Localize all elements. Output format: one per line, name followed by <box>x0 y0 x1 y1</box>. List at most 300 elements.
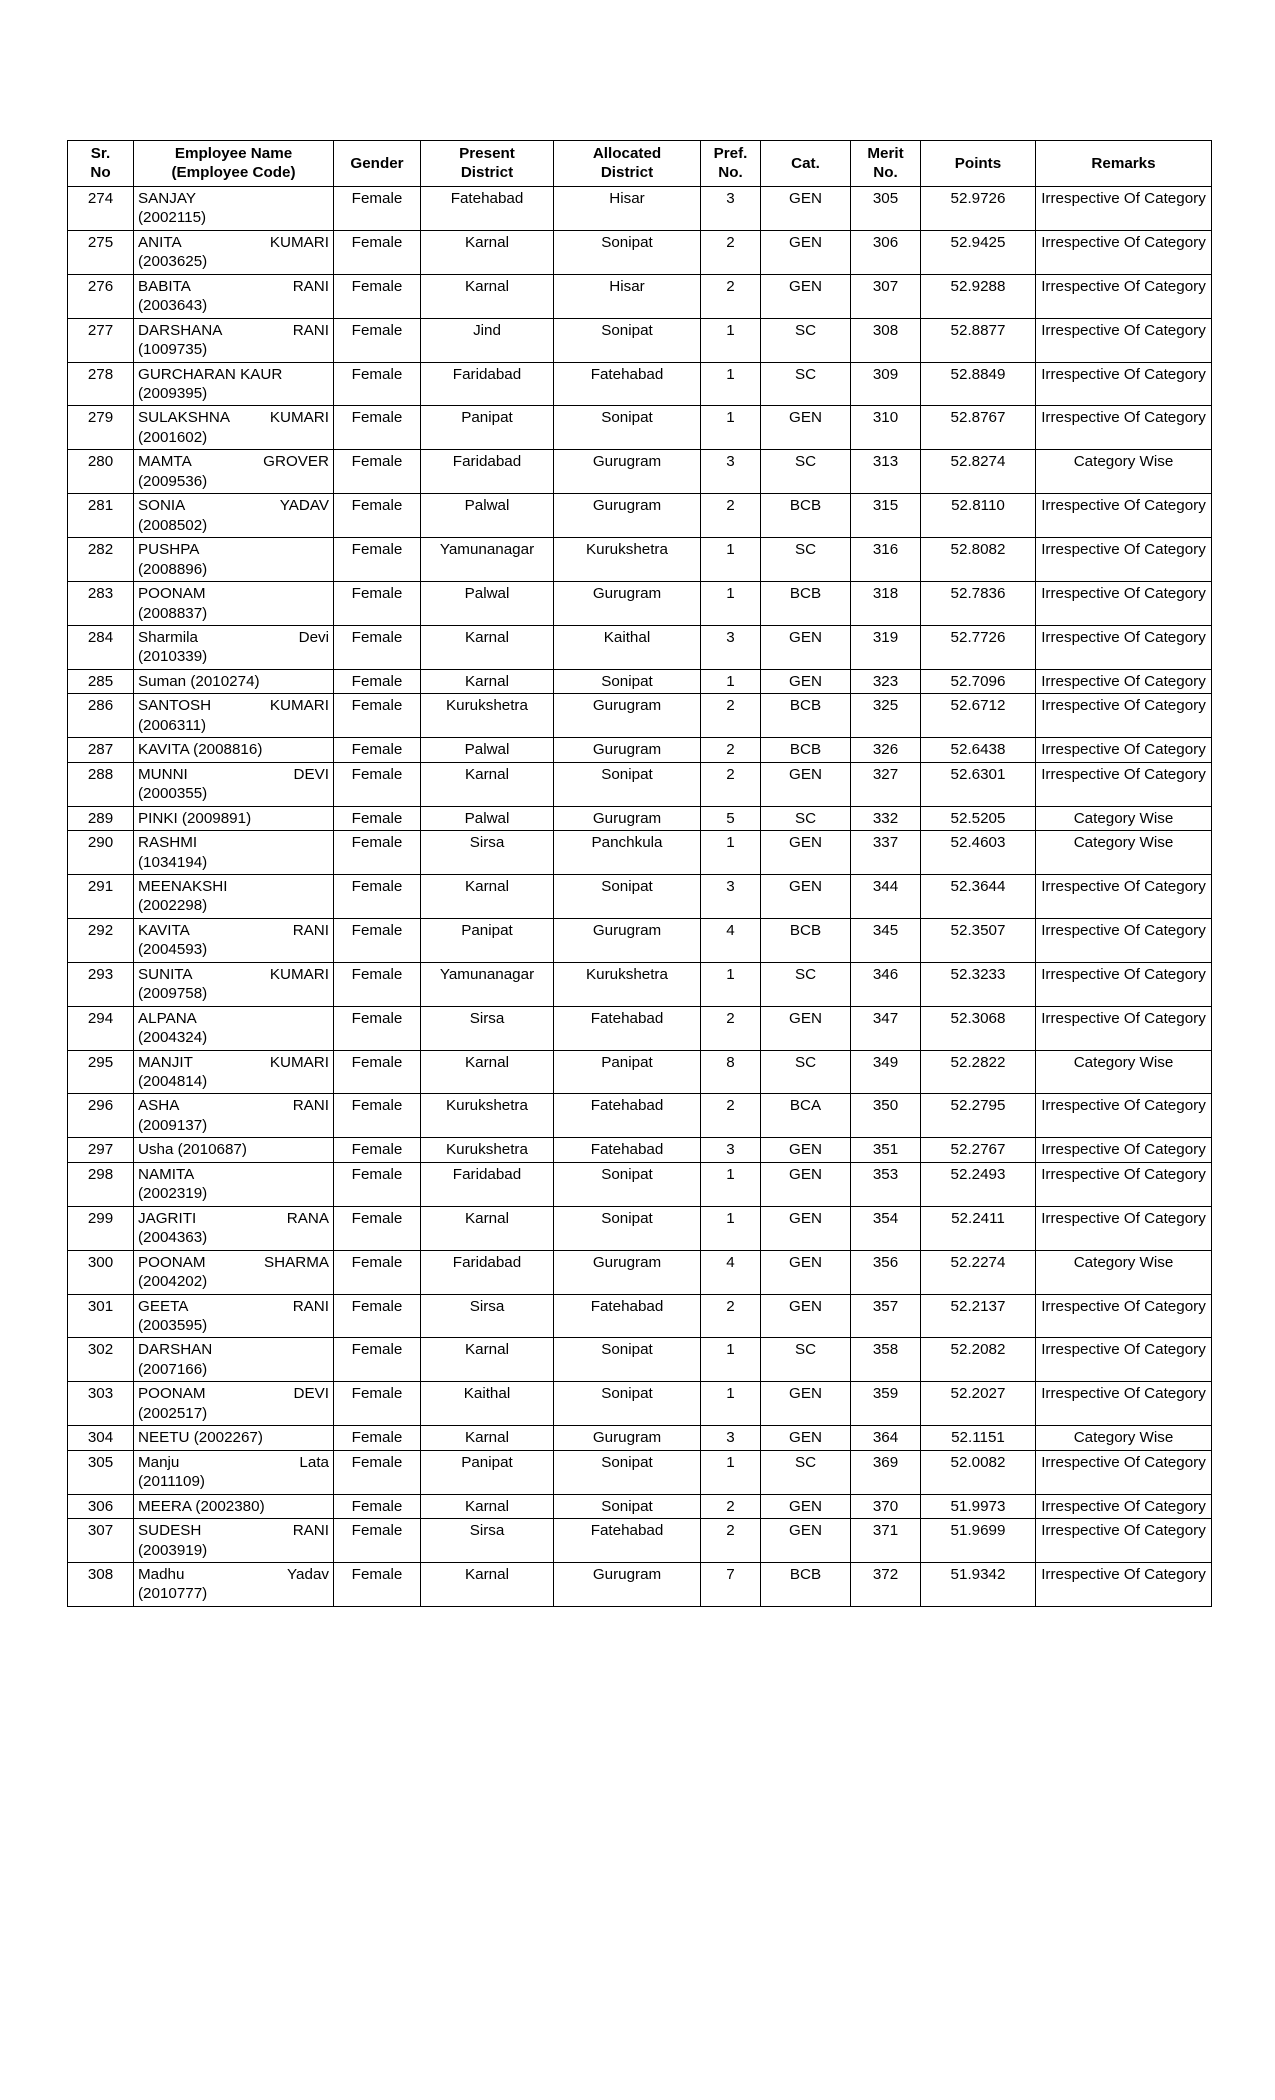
cell-gender: Female <box>334 669 421 693</box>
cell-allocated-district: Sonipat <box>554 1162 701 1206</box>
cell-points: 52.2411 <box>921 1206 1036 1250</box>
cell-category: GEN <box>761 1006 851 1050</box>
cell-allocated-district: Gurugram <box>554 1250 701 1294</box>
employee-name-text: SANTOSH KUMARI <box>138 697 329 715</box>
employee-name-text: MEERA (2002380) <box>138 1497 265 1515</box>
employee-code-text: (2001602) <box>138 428 208 446</box>
cell-allocated-district: Sonipat <box>554 406 701 450</box>
employee-code-text: (2002298) <box>138 897 208 915</box>
column-header-employee-name-line2: (Employee Code) <box>171 164 296 182</box>
cell-sr-no: 275 <box>68 230 134 274</box>
cell-present-district: Kurukshetra <box>421 694 554 738</box>
cell-sr-no: 293 <box>68 962 134 1006</box>
cell-remarks: Irrespective Of Category <box>1036 1294 1212 1338</box>
table-row <box>68 1162 1212 1206</box>
table-row <box>68 625 1212 669</box>
cell-gender: Female <box>334 806 421 830</box>
cell-pref-no: 2 <box>701 762 761 806</box>
table-row <box>68 831 1212 875</box>
cell-present-district: Kurukshetra <box>421 1138 554 1162</box>
cell-gender: Female <box>334 1138 421 1162</box>
cell-employee-name <box>134 1162 334 1206</box>
cell-allocated-district: Kurukshetra <box>554 538 701 582</box>
employee-name-text: SUNITA KUMARI <box>138 965 329 983</box>
cell-points: 52.3644 <box>921 874 1036 918</box>
cell-present-district: Kurukshetra <box>421 1094 554 1138</box>
table-header <box>68 141 1212 187</box>
column-header-allocated-district-line1: Allocated <box>592 145 662 162</box>
cell-remarks: Irrespective Of Category <box>1036 1338 1212 1382</box>
cell-merit-no: 351 <box>851 1138 921 1162</box>
cell-gender: Female <box>334 230 421 274</box>
cell-remarks: Category Wise <box>1036 1426 1212 1450</box>
column-header-gender <box>334 141 421 187</box>
cell-category: GEN <box>761 1138 851 1162</box>
cell-category: GEN <box>761 762 851 806</box>
table-row <box>68 1338 1212 1382</box>
cell-merit-no: 347 <box>851 1006 921 1050</box>
column-header-present-district-line2: District <box>460 164 514 182</box>
table-row <box>68 1563 1212 1607</box>
cell-category: GEN <box>761 1162 851 1206</box>
cell-pref-no: 3 <box>701 874 761 918</box>
cell-employee-name <box>134 538 334 582</box>
cell-category: GEN <box>761 406 851 450</box>
cell-allocated-district: Gurugram <box>554 738 701 762</box>
cell-allocated-district: Gurugram <box>554 450 701 494</box>
cell-employee-name <box>134 582 334 626</box>
cell-employee-name <box>134 1382 334 1426</box>
cell-present-district: Yamunanagar <box>421 962 554 1006</box>
cell-present-district: Faridabad <box>421 1162 554 1206</box>
cell-pref-no: 2 <box>701 738 761 762</box>
employee-code-text: (2010339) <box>138 648 208 666</box>
cell-employee-name <box>134 318 334 362</box>
employee-name-text: Usha (2010687) <box>138 1141 247 1159</box>
cell-points: 52.9288 <box>921 274 1036 318</box>
cell-points: 52.2822 <box>921 1050 1036 1094</box>
cell-sr-no: 297 <box>68 1138 134 1162</box>
cell-category: GEN <box>761 186 851 230</box>
column-header-points <box>921 141 1036 187</box>
employee-code-text: (2002319) <box>138 1185 208 1203</box>
cell-sr-no: 300 <box>68 1250 134 1294</box>
cell-gender: Female <box>334 1382 421 1426</box>
cell-merit-no: 353 <box>851 1162 921 1206</box>
cell-category: GEN <box>761 1294 851 1338</box>
cell-allocated-district: Fatehabad <box>554 1294 701 1338</box>
cell-present-district: Sirsa <box>421 1294 554 1338</box>
cell-gender: Female <box>334 1450 421 1494</box>
cell-remarks: Irrespective Of Category <box>1036 1162 1212 1206</box>
cell-gender: Female <box>334 1338 421 1382</box>
cell-allocated-district: Fatehabad <box>554 1519 701 1563</box>
column-header-sr-no-line2: No <box>90 164 111 182</box>
employee-name-text: DARSHAN <box>138 1341 213 1359</box>
cell-employee-name <box>134 1450 334 1494</box>
cell-gender: Female <box>334 406 421 450</box>
employee-name-text: ASHA RANI <box>138 1097 329 1115</box>
cell-category: GEN <box>761 230 851 274</box>
column-header-present-district-line1: Present <box>459 145 515 162</box>
cell-remarks: Irrespective Of Category <box>1036 1206 1212 1250</box>
cell-category: BCB <box>761 494 851 538</box>
cell-merit-no: 318 <box>851 582 921 626</box>
cell-allocated-district: Gurugram <box>554 918 701 962</box>
cell-pref-no: 1 <box>701 1338 761 1382</box>
employee-name-text: POONAM DEVI <box>138 1385 329 1403</box>
employee-code-text: (2004593) <box>138 941 208 959</box>
employee-code-text: (2009536) <box>138 472 208 490</box>
cell-sr-no: 281 <box>68 494 134 538</box>
cell-present-district: Karnal <box>421 230 554 274</box>
cell-allocated-district: Gurugram <box>554 494 701 538</box>
cell-pref-no: 2 <box>701 694 761 738</box>
cell-pref-no: 1 <box>701 669 761 693</box>
cell-present-district: Karnal <box>421 669 554 693</box>
cell-remarks: Irrespective Of Category <box>1036 538 1212 582</box>
cell-allocated-district: Sonipat <box>554 874 701 918</box>
cell-remarks: Irrespective Of Category <box>1036 494 1212 538</box>
cell-present-district: Karnal <box>421 625 554 669</box>
employee-name-text: MANJIT KUMARI <box>138 1053 329 1071</box>
cell-gender: Female <box>334 1050 421 1094</box>
cell-pref-no: 2 <box>701 1519 761 1563</box>
cell-employee-name <box>134 962 334 1006</box>
cell-category: SC <box>761 1450 851 1494</box>
cell-gender: Female <box>334 274 421 318</box>
cell-points: 52.7726 <box>921 625 1036 669</box>
cell-allocated-district: Sonipat <box>554 1450 701 1494</box>
column-header-allocated-district-line2: District <box>600 164 654 182</box>
cell-remarks: Irrespective Of Category <box>1036 874 1212 918</box>
cell-category: BCB <box>761 918 851 962</box>
employee-name-text: NAMITA <box>138 1165 195 1183</box>
cell-merit-no: 349 <box>851 1050 921 1094</box>
cell-remarks: Irrespective Of Category <box>1036 274 1212 318</box>
cell-pref-no: 1 <box>701 831 761 875</box>
cell-gender: Female <box>334 738 421 762</box>
cell-allocated-district: Panchkula <box>554 831 701 875</box>
cell-allocated-district: Gurugram <box>554 1426 701 1450</box>
column-header-cat-line1: Cat. <box>791 154 820 172</box>
employee-name-text: NEETU (2002267) <box>138 1429 263 1447</box>
cell-merit-no: 364 <box>851 1426 921 1450</box>
cell-points: 52.3507 <box>921 918 1036 962</box>
cell-pref-no: 2 <box>701 274 761 318</box>
cell-category: GEN <box>761 874 851 918</box>
cell-category: BCB <box>761 1563 851 1607</box>
table-row <box>68 806 1212 830</box>
cell-sr-no: 288 <box>68 762 134 806</box>
cell-gender: Female <box>334 1206 421 1250</box>
cell-pref-no: 1 <box>701 962 761 1006</box>
employee-name-text: PUSHPA <box>138 541 200 559</box>
cell-present-district: Yamunanagar <box>421 538 554 582</box>
column-header-gender-line1: Gender <box>350 154 404 172</box>
cell-remarks: Irrespective Of Category <box>1036 625 1212 669</box>
column-header-points-line1: Points <box>954 154 1002 172</box>
cell-gender: Female <box>334 962 421 1006</box>
cell-pref-no: 1 <box>701 1382 761 1426</box>
employee-name-text: ANITA KUMARI <box>138 233 329 251</box>
employee-code-text: (2004202) <box>138 1273 208 1291</box>
cell-merit-no: 346 <box>851 962 921 1006</box>
cell-remarks: Irrespective Of Category <box>1036 1563 1212 1607</box>
employee-name-text: GEETA RANI <box>138 1297 329 1315</box>
cell-remarks: Irrespective Of Category <box>1036 962 1212 1006</box>
table-row <box>68 494 1212 538</box>
cell-present-district: Karnal <box>421 1050 554 1094</box>
employee-code-text: (2008896) <box>138 560 208 578</box>
cell-employee-name <box>134 1250 334 1294</box>
cell-remarks: Irrespective Of Category <box>1036 318 1212 362</box>
cell-gender: Female <box>334 1294 421 1338</box>
cell-remarks: Category Wise <box>1036 831 1212 875</box>
cell-gender: Female <box>334 625 421 669</box>
table-row <box>68 874 1212 918</box>
cell-pref-no: 1 <box>701 538 761 582</box>
cell-pref-no: 2 <box>701 1094 761 1138</box>
employee-code-text: (1034194) <box>138 853 208 871</box>
cell-employee-name <box>134 274 334 318</box>
cell-sr-no: 274 <box>68 186 134 230</box>
cell-category: GEN <box>761 274 851 318</box>
cell-sr-no: 294 <box>68 1006 134 1050</box>
cell-sr-no: 306 <box>68 1494 134 1518</box>
cell-present-district: Karnal <box>421 1494 554 1518</box>
cell-gender: Female <box>334 186 421 230</box>
cell-employee-name <box>134 1294 334 1338</box>
cell-gender: Female <box>334 1006 421 1050</box>
table-row <box>68 762 1212 806</box>
cell-gender: Female <box>334 694 421 738</box>
employee-code-text: (2004324) <box>138 1029 208 1047</box>
cell-category: GEN <box>761 669 851 693</box>
cell-employee-name <box>134 230 334 274</box>
cell-employee-name <box>134 1494 334 1518</box>
cell-category: GEN <box>761 1519 851 1563</box>
cell-allocated-district: Fatehabad <box>554 1006 701 1050</box>
cell-remarks: Irrespective Of Category <box>1036 186 1212 230</box>
cell-present-district: Jind <box>421 318 554 362</box>
cell-sr-no: 284 <box>68 625 134 669</box>
cell-employee-name <box>134 362 334 406</box>
cell-merit-no: 326 <box>851 738 921 762</box>
cell-sr-no: 292 <box>68 918 134 962</box>
cell-merit-no: 323 <box>851 669 921 693</box>
cell-category: SC <box>761 318 851 362</box>
cell-remarks: Irrespective Of Category <box>1036 762 1212 806</box>
employee-code-text: (2003643) <box>138 297 208 315</box>
column-header-sr-no <box>68 141 134 187</box>
table-row <box>68 962 1212 1006</box>
cell-merit-no: 327 <box>851 762 921 806</box>
cell-allocated-district: Kaithal <box>554 625 701 669</box>
employee-name-text: Madhu Yadav <box>138 1566 329 1583</box>
cell-gender: Female <box>334 918 421 962</box>
cell-gender: Female <box>334 1094 421 1138</box>
cell-sr-no: 291 <box>68 874 134 918</box>
cell-points: 52.6438 <box>921 738 1036 762</box>
cell-remarks: Irrespective Of Category <box>1036 1494 1212 1518</box>
cell-employee-name <box>134 1563 334 1607</box>
cell-pref-no: 1 <box>701 582 761 626</box>
cell-employee-name <box>134 762 334 806</box>
cell-sr-no: 280 <box>68 450 134 494</box>
employee-code-text: (2007166) <box>138 1360 208 1378</box>
cell-employee-name <box>134 1519 334 1563</box>
cell-points: 52.3233 <box>921 962 1036 1006</box>
cell-merit-no: 325 <box>851 694 921 738</box>
table-row <box>68 582 1212 626</box>
cell-sr-no: 301 <box>68 1294 134 1338</box>
cell-sr-no: 289 <box>68 806 134 830</box>
table-row <box>68 274 1212 318</box>
cell-gender: Female <box>334 450 421 494</box>
cell-pref-no: 2 <box>701 1006 761 1050</box>
employee-name-text: POONAM SHARMA <box>138 1253 329 1271</box>
cell-present-district: Palwal <box>421 806 554 830</box>
cell-pref-no: 5 <box>701 806 761 830</box>
cell-sr-no: 290 <box>68 831 134 875</box>
cell-pref-no: 3 <box>701 186 761 230</box>
employee-code-text: (2008837) <box>138 604 208 622</box>
cell-allocated-district: Sonipat <box>554 230 701 274</box>
table-row <box>68 1250 1212 1294</box>
employee-name-text: ALPANA <box>138 1009 197 1027</box>
employee-code-text: (2009758) <box>138 985 208 1003</box>
cell-merit-no: 313 <box>851 450 921 494</box>
employee-name-text: JAGRITI RANA <box>138 1209 329 1227</box>
cell-present-district: Sirsa <box>421 1519 554 1563</box>
cell-merit-no: 359 <box>851 1382 921 1426</box>
cell-allocated-district: Sonipat <box>554 669 701 693</box>
employee-code-text: (2009137) <box>138 1116 208 1134</box>
cell-merit-no: 345 <box>851 918 921 962</box>
cell-gender: Female <box>334 494 421 538</box>
cell-sr-no: 278 <box>68 362 134 406</box>
employee-code-text: (2003625) <box>138 253 208 271</box>
cell-merit-no: 369 <box>851 1450 921 1494</box>
cell-present-district: Kaithal <box>421 1382 554 1426</box>
cell-remarks: Irrespective Of Category <box>1036 1382 1212 1426</box>
cell-allocated-district: Kurukshetra <box>554 962 701 1006</box>
cell-category: SC <box>761 362 851 406</box>
table-row <box>68 1382 1212 1426</box>
cell-employee-name <box>134 625 334 669</box>
cell-gender: Female <box>334 1494 421 1518</box>
cell-sr-no: 279 <box>68 406 134 450</box>
employee-name-text: Manju Lata <box>138 1453 329 1471</box>
table-header-row <box>68 141 1212 187</box>
cell-points: 52.7096 <box>921 669 1036 693</box>
cell-gender: Female <box>334 1162 421 1206</box>
cell-category: GEN <box>761 831 851 875</box>
cell-merit-no: 370 <box>851 1494 921 1518</box>
cell-employee-name <box>134 806 334 830</box>
cell-sr-no: 305 <box>68 1450 134 1494</box>
cell-pref-no: 2 <box>701 1294 761 1338</box>
cell-employee-name <box>134 406 334 450</box>
cell-points: 51.9342 <box>921 1563 1036 1607</box>
cell-allocated-district: Hisar <box>554 186 701 230</box>
cell-points: 51.9973 <box>921 1494 1036 1518</box>
cell-category: GEN <box>761 1494 851 1518</box>
cell-sr-no: 302 <box>68 1338 134 1382</box>
employee-name-text: KAVITA RANI <box>138 921 329 939</box>
cell-present-district: Palwal <box>421 738 554 762</box>
cell-remarks: Category Wise <box>1036 806 1212 830</box>
cell-allocated-district: Sonipat <box>554 1382 701 1426</box>
employee-name-text: SONIA YADAV <box>138 497 329 515</box>
table-row <box>68 362 1212 406</box>
cell-points: 52.7836 <box>921 582 1036 626</box>
cell-pref-no: 3 <box>701 1426 761 1450</box>
table-row <box>68 318 1212 362</box>
cell-employee-name <box>134 738 334 762</box>
cell-pref-no: 7 <box>701 1563 761 1607</box>
table-row <box>68 1206 1212 1250</box>
cell-points: 52.6301 <box>921 762 1036 806</box>
cell-merit-no: 319 <box>851 625 921 669</box>
cell-merit-no: 305 <box>851 186 921 230</box>
employee-code-text: (2011109) <box>138 1473 205 1491</box>
cell-sr-no: 285 <box>68 669 134 693</box>
table-row <box>68 1450 1212 1494</box>
cell-merit-no: 371 <box>851 1519 921 1563</box>
column-header-present-district <box>421 141 554 187</box>
table-row <box>68 918 1212 962</box>
table-row <box>68 694 1212 738</box>
employee-code-text: (2003595) <box>138 1317 208 1335</box>
cell-category: SC <box>761 962 851 1006</box>
cell-pref-no: 2 <box>701 230 761 274</box>
cell-remarks: Category Wise <box>1036 450 1212 494</box>
cell-allocated-district: Gurugram <box>554 582 701 626</box>
cell-merit-no: 332 <box>851 806 921 830</box>
employee-name-text: PINKI (2009891) <box>138 809 252 827</box>
employee-name-text: MUNNI DEVI <box>138 765 329 783</box>
cell-merit-no: 357 <box>851 1294 921 1338</box>
cell-points: 52.2767 <box>921 1138 1036 1162</box>
cell-gender: Female <box>334 362 421 406</box>
employee-name-text: SULAKSHNA KUMARI <box>138 409 329 427</box>
cell-points: 52.2082 <box>921 1338 1036 1382</box>
cell-remarks: Irrespective Of Category <box>1036 1519 1212 1563</box>
cell-points: 52.3068 <box>921 1006 1036 1050</box>
cell-points: 52.8274 <box>921 450 1036 494</box>
employee-code-text: (2008502) <box>138 516 208 534</box>
table-body <box>68 186 1212 1606</box>
cell-pref-no: 8 <box>701 1050 761 1094</box>
cell-allocated-district: Gurugram <box>554 694 701 738</box>
cell-points: 52.9425 <box>921 230 1036 274</box>
cell-pref-no: 2 <box>701 494 761 538</box>
column-header-merit-no-line1: Merit <box>867 145 904 162</box>
employee-allocation-table <box>67 140 1212 1607</box>
table-row <box>68 1426 1212 1450</box>
employee-code-text: (2002517) <box>138 1404 208 1422</box>
column-header-employee-name <box>134 141 334 187</box>
cell-allocated-district: Sonipat <box>554 762 701 806</box>
cell-points: 52.2493 <box>921 1162 1036 1206</box>
column-header-cat <box>761 141 851 187</box>
column-header-allocated-district <box>554 141 701 187</box>
cell-pref-no: 3 <box>701 625 761 669</box>
employee-name-text: Suman (2010274) <box>138 672 260 690</box>
table-row <box>68 1094 1212 1138</box>
